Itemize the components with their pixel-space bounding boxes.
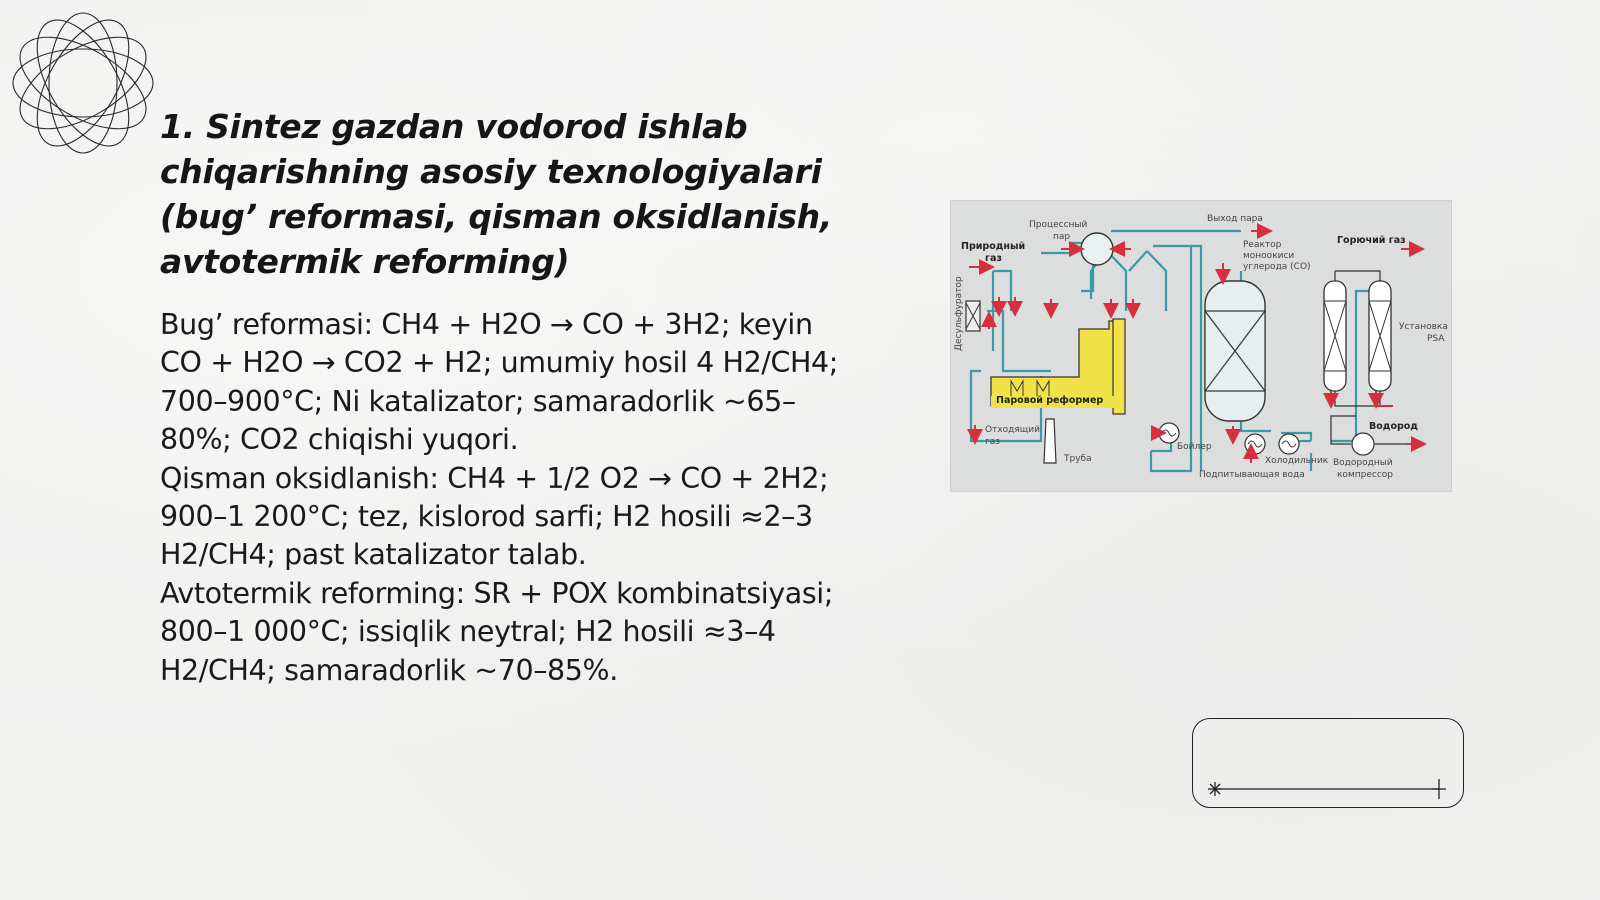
- timeline-box: [1192, 718, 1464, 808]
- hydrogen-plant-diagram: [950, 200, 1452, 492]
- label-co-reactor-2: моноокиси: [1243, 251, 1295, 261]
- sparkle-icon: [1208, 782, 1222, 796]
- label-fuel-gas: Горючий газ: [1337, 235, 1406, 246]
- label-h2-compressor-1: Водородный: [1333, 458, 1393, 468]
- label-steam-output: Выход пара: [1207, 214, 1263, 224]
- label-boiler: Бойлер: [1177, 442, 1212, 452]
- label-natural-gas-2: газ: [985, 253, 1002, 264]
- label-process-steam-1: Процессный: [1029, 220, 1088, 230]
- label-stack: Труба: [1064, 454, 1092, 464]
- label-desulfurizer: Десульфуратор: [954, 276, 964, 351]
- label-co-reactor-1: Реактор: [1243, 240, 1282, 250]
- label-psa-1: Установка: [1399, 322, 1448, 332]
- co-reactor: [1205, 281, 1265, 421]
- cross-marker-icon: [1432, 779, 1446, 799]
- label-psa-2: PSA: [1427, 334, 1445, 344]
- autothermal-reforming-paragraph: Avtotermik reforming: SR + POX kombinatsiyasi; 800–1 000°C; issiqlik neytral; H2 hosili ≈3–4 H2/CH4; samaradorlik ~70–85%.: [160, 576, 834, 687]
- label-process-steam-2: пар: [1053, 232, 1071, 242]
- label-co-reactor-3: углерода (CO): [1243, 262, 1311, 272]
- slide-title: 1. Sintez gazdan vodorod ishlab chiqarishning asosiy texnologiyalari (bug’ reformasi, qisman oksidlanish, avtotermik reforming): [160, 107, 833, 281]
- partial-oxidation-paragraph: Qisman oksidlanish: CH4 + 1/2 O2 → CO + 2H2; 900–1 200°C; tez, kislorod sarfi; H2 hosili ≈2–3 H2/CH4; past katalizator talab.: [160, 461, 829, 572]
- process-flow-svg: [951, 201, 1451, 491]
- steam-reforming-paragraph: Bug’ reformasi: CH4 + H2O → CO + 3H2; keyin CO + H2O → CO2 + H2; umumiy hosil 4 H2/CH4; 700–900°C; Ni katalizator; samaradorlik ~65–80%; CO2 chiqishi yuqori.: [160, 308, 838, 457]
- label-flue-gas-1: Отходящий: [985, 425, 1040, 435]
- label-steam-reformer: Паровой реформер: [996, 395, 1104, 406]
- label-flue-gas-2: газ: [985, 437, 1001, 447]
- label-feed-water: Подпитывающая вода: [1199, 470, 1305, 480]
- label-cooler: Холодильник: [1265, 456, 1329, 466]
- label-natural-gas-1: Природный: [961, 241, 1026, 252]
- label-hydrogen: Водород: [1369, 421, 1418, 432]
- timeline-line: [1193, 719, 1465, 809]
- slide-body: [160, 306, 850, 690]
- decorative-rings-icon: [8, 8, 158, 158]
- stack: [1044, 419, 1056, 463]
- label-h2-compressor-2: компрессор: [1337, 470, 1393, 480]
- h2-compressor: [1352, 433, 1374, 455]
- steam-drum: [1081, 233, 1113, 265]
